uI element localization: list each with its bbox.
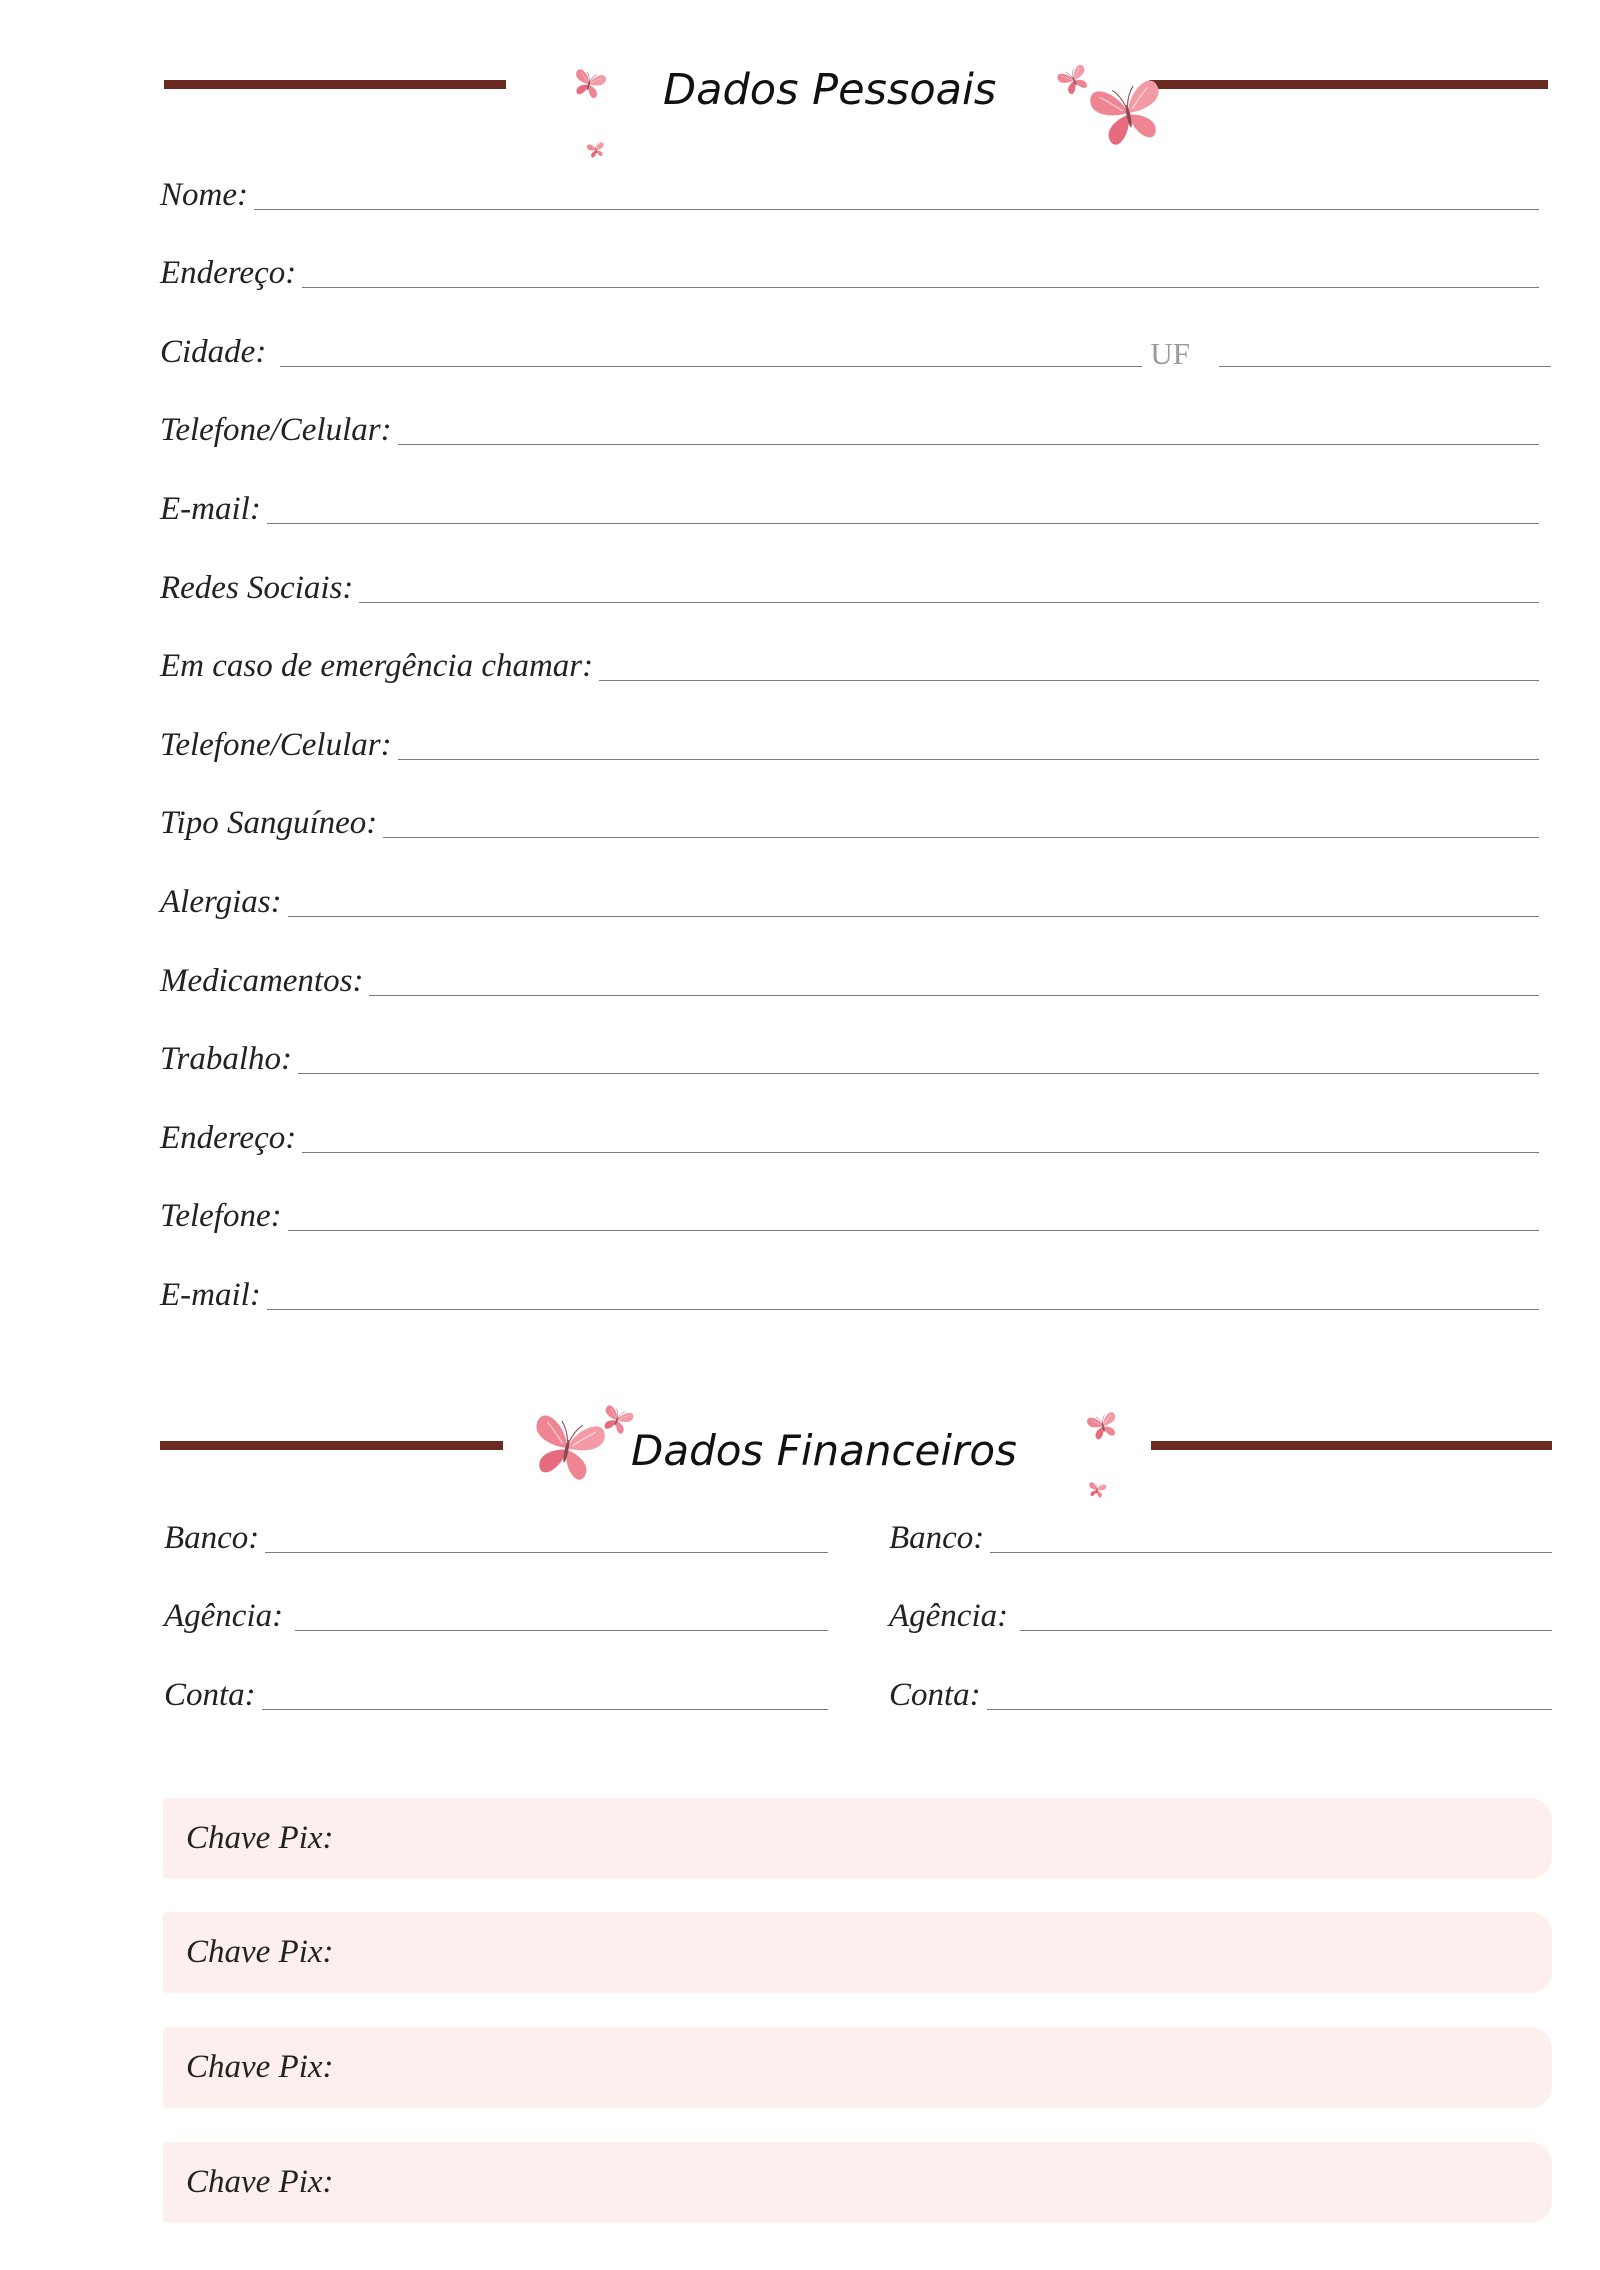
redes-sociais-input-line[interactable] xyxy=(359,602,1539,603)
field-label: Em caso de emergência chamar: xyxy=(160,648,594,685)
telefone-celular-input-line[interactable] xyxy=(398,444,1539,445)
field-cidade xyxy=(160,290,1551,369)
pix-key-label: Chave Pix: xyxy=(186,2049,334,2085)
field-email-trabalho xyxy=(160,1233,1539,1312)
field-label: Trabalho: xyxy=(160,1041,293,1078)
medicamentos-input-line[interactable] xyxy=(369,995,1539,996)
section-divider-left xyxy=(164,80,506,89)
uf-label: UF xyxy=(1150,335,1190,371)
field-label: Cidade: xyxy=(160,333,267,370)
trabalho-input-line[interactable] xyxy=(298,1073,1539,1074)
butterfly-icon xyxy=(1079,64,1176,161)
field-label: Redes Sociais: xyxy=(160,569,354,606)
butterfly-icon xyxy=(1082,1405,1124,1447)
section-title-personal: Dados Pessoais xyxy=(663,65,997,115)
personal-data-form xyxy=(160,133,1539,1312)
field-tipo-sanguineo xyxy=(160,762,1539,841)
field-medicamentos xyxy=(160,919,1539,998)
field-contato-emergencia xyxy=(160,605,1539,684)
field-label: Nome: xyxy=(160,176,248,213)
field-email xyxy=(160,447,1539,526)
banco-field xyxy=(164,1476,828,1555)
alergias-input-line[interactable] xyxy=(288,916,1539,917)
section-divider-right xyxy=(1151,1441,1552,1450)
field-telefone-celular xyxy=(160,369,1539,448)
section-divider-right xyxy=(1149,80,1548,89)
agencia-field xyxy=(164,1555,828,1634)
field-label: Telefone/Celular: xyxy=(160,412,392,449)
cidade-input-line[interactable] xyxy=(280,366,1142,367)
field-label: Banco: xyxy=(164,1519,260,1556)
field-redes-sociais xyxy=(160,526,1539,605)
butterfly-icon xyxy=(567,62,611,106)
nome-input-line[interactable] xyxy=(254,209,1539,210)
agencia-input-line[interactable] xyxy=(295,1630,828,1631)
section-title-financial: Dados Financeiros xyxy=(631,1426,1017,1475)
agencia-input-line[interactable] xyxy=(1020,1630,1552,1631)
conta-input-line[interactable] xyxy=(987,1709,1552,1710)
conta-input-line[interactable] xyxy=(262,1709,828,1710)
email-trabalho-input-line[interactable] xyxy=(267,1309,1539,1310)
field-label: Medicamentos: xyxy=(160,962,364,999)
pix-key-label: Chave Pix: xyxy=(186,1934,334,1970)
field-telefone-trabalho xyxy=(160,1155,1539,1234)
butterfly-icon xyxy=(1085,1478,1108,1501)
pix-key-label: Chave Pix: xyxy=(186,2164,334,2200)
field-label: Tipo Sanguíneo: xyxy=(160,805,378,842)
banco-input-line[interactable] xyxy=(265,1552,828,1553)
telefone-trabalho-input-line[interactable] xyxy=(288,1230,1539,1231)
conta-field xyxy=(164,1633,828,1712)
field-label: Alergias: xyxy=(160,883,282,920)
banco-input-line[interactable] xyxy=(990,1552,1552,1553)
pix-key-box[interactable] xyxy=(163,1798,1552,1879)
telefone-emergencia-input-line[interactable] xyxy=(398,759,1539,760)
field-label: Endereço: xyxy=(160,255,297,292)
pix-key-box[interactable] xyxy=(163,2027,1552,2108)
bank-account-1 xyxy=(164,1476,828,1712)
field-label: Telefone/Celular: xyxy=(160,726,392,763)
conta-field xyxy=(889,1633,1552,1712)
field-telefone-emergencia xyxy=(160,683,1539,762)
field-label: Agência: xyxy=(164,1598,284,1635)
bank-account-2 xyxy=(889,1476,1552,1712)
section-divider-left xyxy=(160,1441,503,1450)
pix-key-box[interactable] xyxy=(163,1912,1552,1993)
field-label: Agência: xyxy=(889,1598,1009,1635)
pix-key-box[interactable] xyxy=(163,2142,1552,2223)
banco-field xyxy=(889,1476,1552,1555)
email-input-line[interactable] xyxy=(267,523,1539,524)
field-label: E-mail: xyxy=(160,490,261,527)
field-label: Conta: xyxy=(164,1676,256,1713)
pix-key-label: Chave Pix: xyxy=(186,1820,334,1856)
field-label: Endereço: xyxy=(160,1119,297,1156)
endereco-input-line[interactable] xyxy=(302,287,1539,288)
field-endereco xyxy=(160,212,1539,291)
field-endereco-trabalho xyxy=(160,1076,1539,1155)
field-trabalho xyxy=(160,998,1539,1077)
field-label: Banco: xyxy=(889,1519,985,1556)
butterfly-icon xyxy=(584,138,607,161)
agencia-field xyxy=(889,1555,1552,1634)
field-label: E-mail: xyxy=(160,1276,261,1313)
field-label: Conta: xyxy=(889,1676,981,1713)
uf-input-line[interactable] xyxy=(1219,366,1551,367)
field-nome xyxy=(160,133,1539,212)
field-alergias xyxy=(160,840,1539,919)
endereco-trabalho-input-line[interactable] xyxy=(302,1152,1539,1153)
contato-emergencia-input-line[interactable] xyxy=(599,680,1539,681)
field-label: Telefone: xyxy=(160,1198,282,1235)
tipo-sanguineo-input-line[interactable] xyxy=(383,837,1539,838)
